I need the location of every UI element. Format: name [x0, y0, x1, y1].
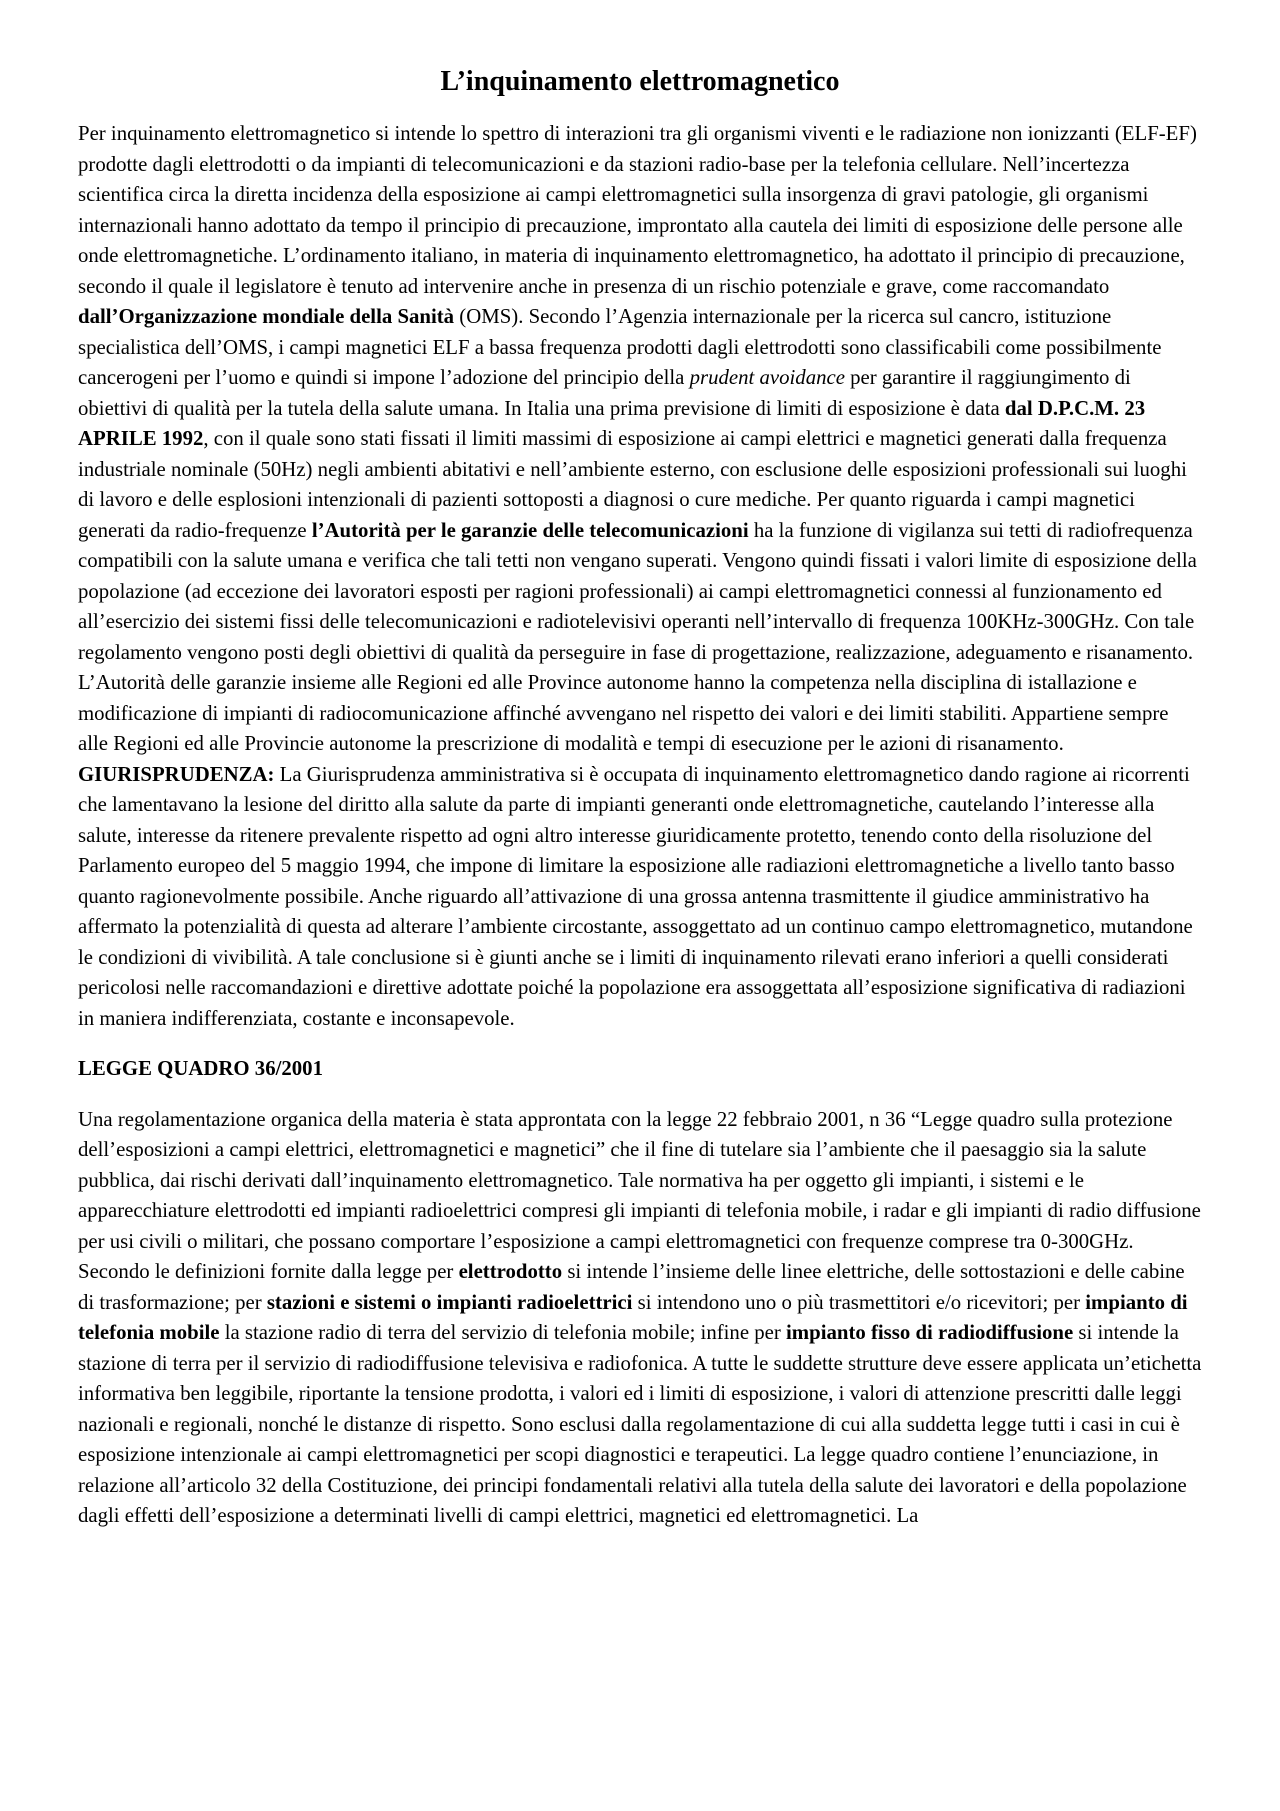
text-run: (OMS). Secondo l’Agenzia internazionale per la ricerca sul cancro, istituzione specialistica dell’OMS, i campi magnetici ELF a bassa frequenza prodotti dagli elettrodotti sono classificabili come possibilmente cancerogeni per l’uomo e quindi si impone l’adozione del principio della — [78, 305, 1162, 389]
bold-term-oms: dall’Organizzazione mondiale della Sanità — [78, 305, 455, 328]
text-run: per garantire il raggiungimento di obiettivi di qualità per la tutela della salute umana. In Italia una prima previsione di limiti di esposizione è data — [78, 366, 1131, 420]
paragraph-intro — [78, 119, 1202, 1034]
text-run: la stazione radio di terra del servizio di telefonia mobile; infine per — [219, 1321, 787, 1344]
text-run: Una regolamentazione organica della materia è stata approntata con la legge 22 febbraio 2001, n 36 “Legge quadro sulla protezione dell’esposizioni a campi elettrici, elettromagnetici e magnetici” che il fine di tutelare sia l’ambiente che il paesaggio sia la salute pubblica, dai rischi derivati dall’inquinamento elettromagnetico. Tale normativa ha per oggetto gli impianti, i sistemi e le apparecchiature elettrodotti ed impianti radioelettrici compresi gli impianti di telefonia mobile, i radar e gli impianti di radio diffusione per usi civili o militari, che possano comportare l’esposizione a campi elettromagnetici con frequenze comprese tra 0-300GHz. Secondo le definizioni fornite dalla legge per — [78, 1107, 1201, 1283]
text-run: si intendono uno o più trasmettitori e/o ricevitori; per — [632, 1290, 1086, 1314]
italic-term-prudent-avoidance: prudent avoidance — [689, 366, 845, 389]
document-title: L’inquinamento elettromagnetico — [440, 66, 840, 97]
text-run: , con il quale sono stati fissati il limiti massimi di esposizione ai campi elettrici e magnetici generati dalla frequenza industriale nominale (50Hz) negli ambienti abitativi e nell’ambiente esterno, con esclusione delle esposizioni professionali sui luoghi di lavoro e delle esplosioni intenzionali di pazienti sottoposti a diagnosi o cure mediche. Per quanto riguarda i campi magnetici generati da radio-frequenze — [78, 427, 1187, 542]
text-run: Per inquinamento elettromagnetico si intende lo spettro di interazioni tra gli organismi viventi e le radiazione non ionizzanti (ELF-EF) prodotte dagli elettrodotti o da impianti di telecomunicazioni e da stazioni radio-base per la telefonia cellulare. Nell’incertezza scientifica circa la diretta incidenza della esposizione ai campi elettromagnetici sulla insorgenza di gravi patologie, gli organismi internazionali hanno adottato da tempo il principio di precauzione, improntato alla cautela dei limiti di esposizione delle persone alle onde elettromagnetiche. L’ordinamento italiano, in materia di inquinamento elettromagnetico, ha adottato il principio di precauzione, secondo il quale il legislatore è tenuto ad intervenire anche in presenza di un rischio potenziale e grave, come raccomandato — [78, 122, 1197, 298]
section-heading-legge-quadro: LEGGE QUADRO 36/2001 — [78, 1057, 323, 1080]
bold-term-elettrodotto: elettrodotto — [458, 1260, 563, 1283]
bold-term-giurisprudenza: GIURISPRUDENZA: — [78, 762, 275, 786]
paragraph-legge-quadro — [78, 1105, 1202, 1532]
text-run: si intende l’insieme delle linee elettriche, delle sottostazioni e delle cabine di trasformazione; per — [78, 1260, 1185, 1314]
text-run: La Giurisprudenza amministrativa si è occupata di inquinamento elettromagnetico dando ragione ai ricorrenti che lamentavano la lesione del diritto alla salute da parte di impianti generanti onde elettromagnetiche, cautelando l’interesse alla salute, interesse da ritenere prevalente rispetto ad ogni altro interesse giuridicamente protetto, tenendo conto della risoluzione del Parlamento europeo del 5 maggio 1994, che impone di limitare la esposizione alle radiazioni elettromagnetiche a livello tanto basso quanto ragionevolmente possibile. Anche riguardo all’attivazione di una grossa antenna trasmittente il giudice amministrativo ha affermato la potenzialità di questa ad alterare l’ambiente circostante, assoggettato ad un continuo campo elettromagnetico, mutandone le condizioni di vivibilità. A tale conclusione si è giunti anche se i limiti di inquinamento rilevati erano inferiori a quelli considerati pericolosi nelle raccomandazioni e direttive adottate poiché la popolazione era assoggettata all’esposizione significativa di radiazioni in maniera indifferenziata, costante e inconsapevole. — [78, 762, 1193, 1030]
text-run: ha la funzione di vigilanza sui tetti di radiofrequenza compatibili con la salute umana e verifica che tali tetti non vengano superati. Vengono quindi fissati i valori limite di esposizione della popolazione (ad eccezione dei lavoratori esposti per ragioni professionali) ai campi elettromagnetici connessi al funzionamento ed all’esercizio dei sistemi fissi delle telecomunicazioni e radiotelevisivi operanti nell’intervallo di frequenza 100KHz-300GHz. Con tale regolamento vengono posti degli obiettivi di qualità da perseguire in fase di progettazione, realizzazione, adeguamento e risanamento. L’Autorità delle garanzie insieme alle Regioni ed alle Province autonome hanno la competenza nella disciplina di istallazione e modificazione di impianti di radiocomunicazione affinché avvengano nel rispetto dei valori e dei limiti stabiliti. Appartiene sempre alle Regioni ed alle Provincie autonome la prescrizione di modalità e tempi di esecuzione per le azioni di risanamento. — [78, 518, 1197, 755]
bold-term-stazioni: stazioni e sistemi o impianti radioelettrici — [266, 1290, 633, 1314]
bold-term-autorita: l’Autorità per le garanzie delle telecomunicazioni — [311, 518, 749, 542]
bold-term-dpcm: dal D.P.C.M. 23 APRILE 1992 — [78, 396, 1146, 450]
text-run: si intende la stazione di terra per il servizio di radiodiffusione televisiva e radiofonica. A tutte le suddette strutture deve essere applicata un’etichetta informativa ben leggibile, riportante la tensione prodotta, i valori ed i limiti di esposizione, i valori di attenzione prescritti dalle leggi nazionali e regionali, nonché le distanze di rispetto. Sono esclusi dalla regolamentazione di cui alla suddetta legge tutti i casi in cui è esposizione intenzionale ai campi elettromagnetici per scopi diagnostici e terapeutici. La legge quadro contiene l’enunciazione, in relazione all’articolo 32 della Costituzione, dei principi fondamentali relativi alla tutela della salute dei lavoratori e della popolazione dagli effetti dell’esposizione a determinati livelli di campi elettrici, magnetici ed elettromagnetici. La — [78, 1321, 1202, 1527]
bold-term-telefonia-mobile: impianto di telefonia mobile — [78, 1290, 1188, 1344]
bold-term-radiodiffusione: impianto fisso di radiodiffusione — [786, 1321, 1074, 1344]
